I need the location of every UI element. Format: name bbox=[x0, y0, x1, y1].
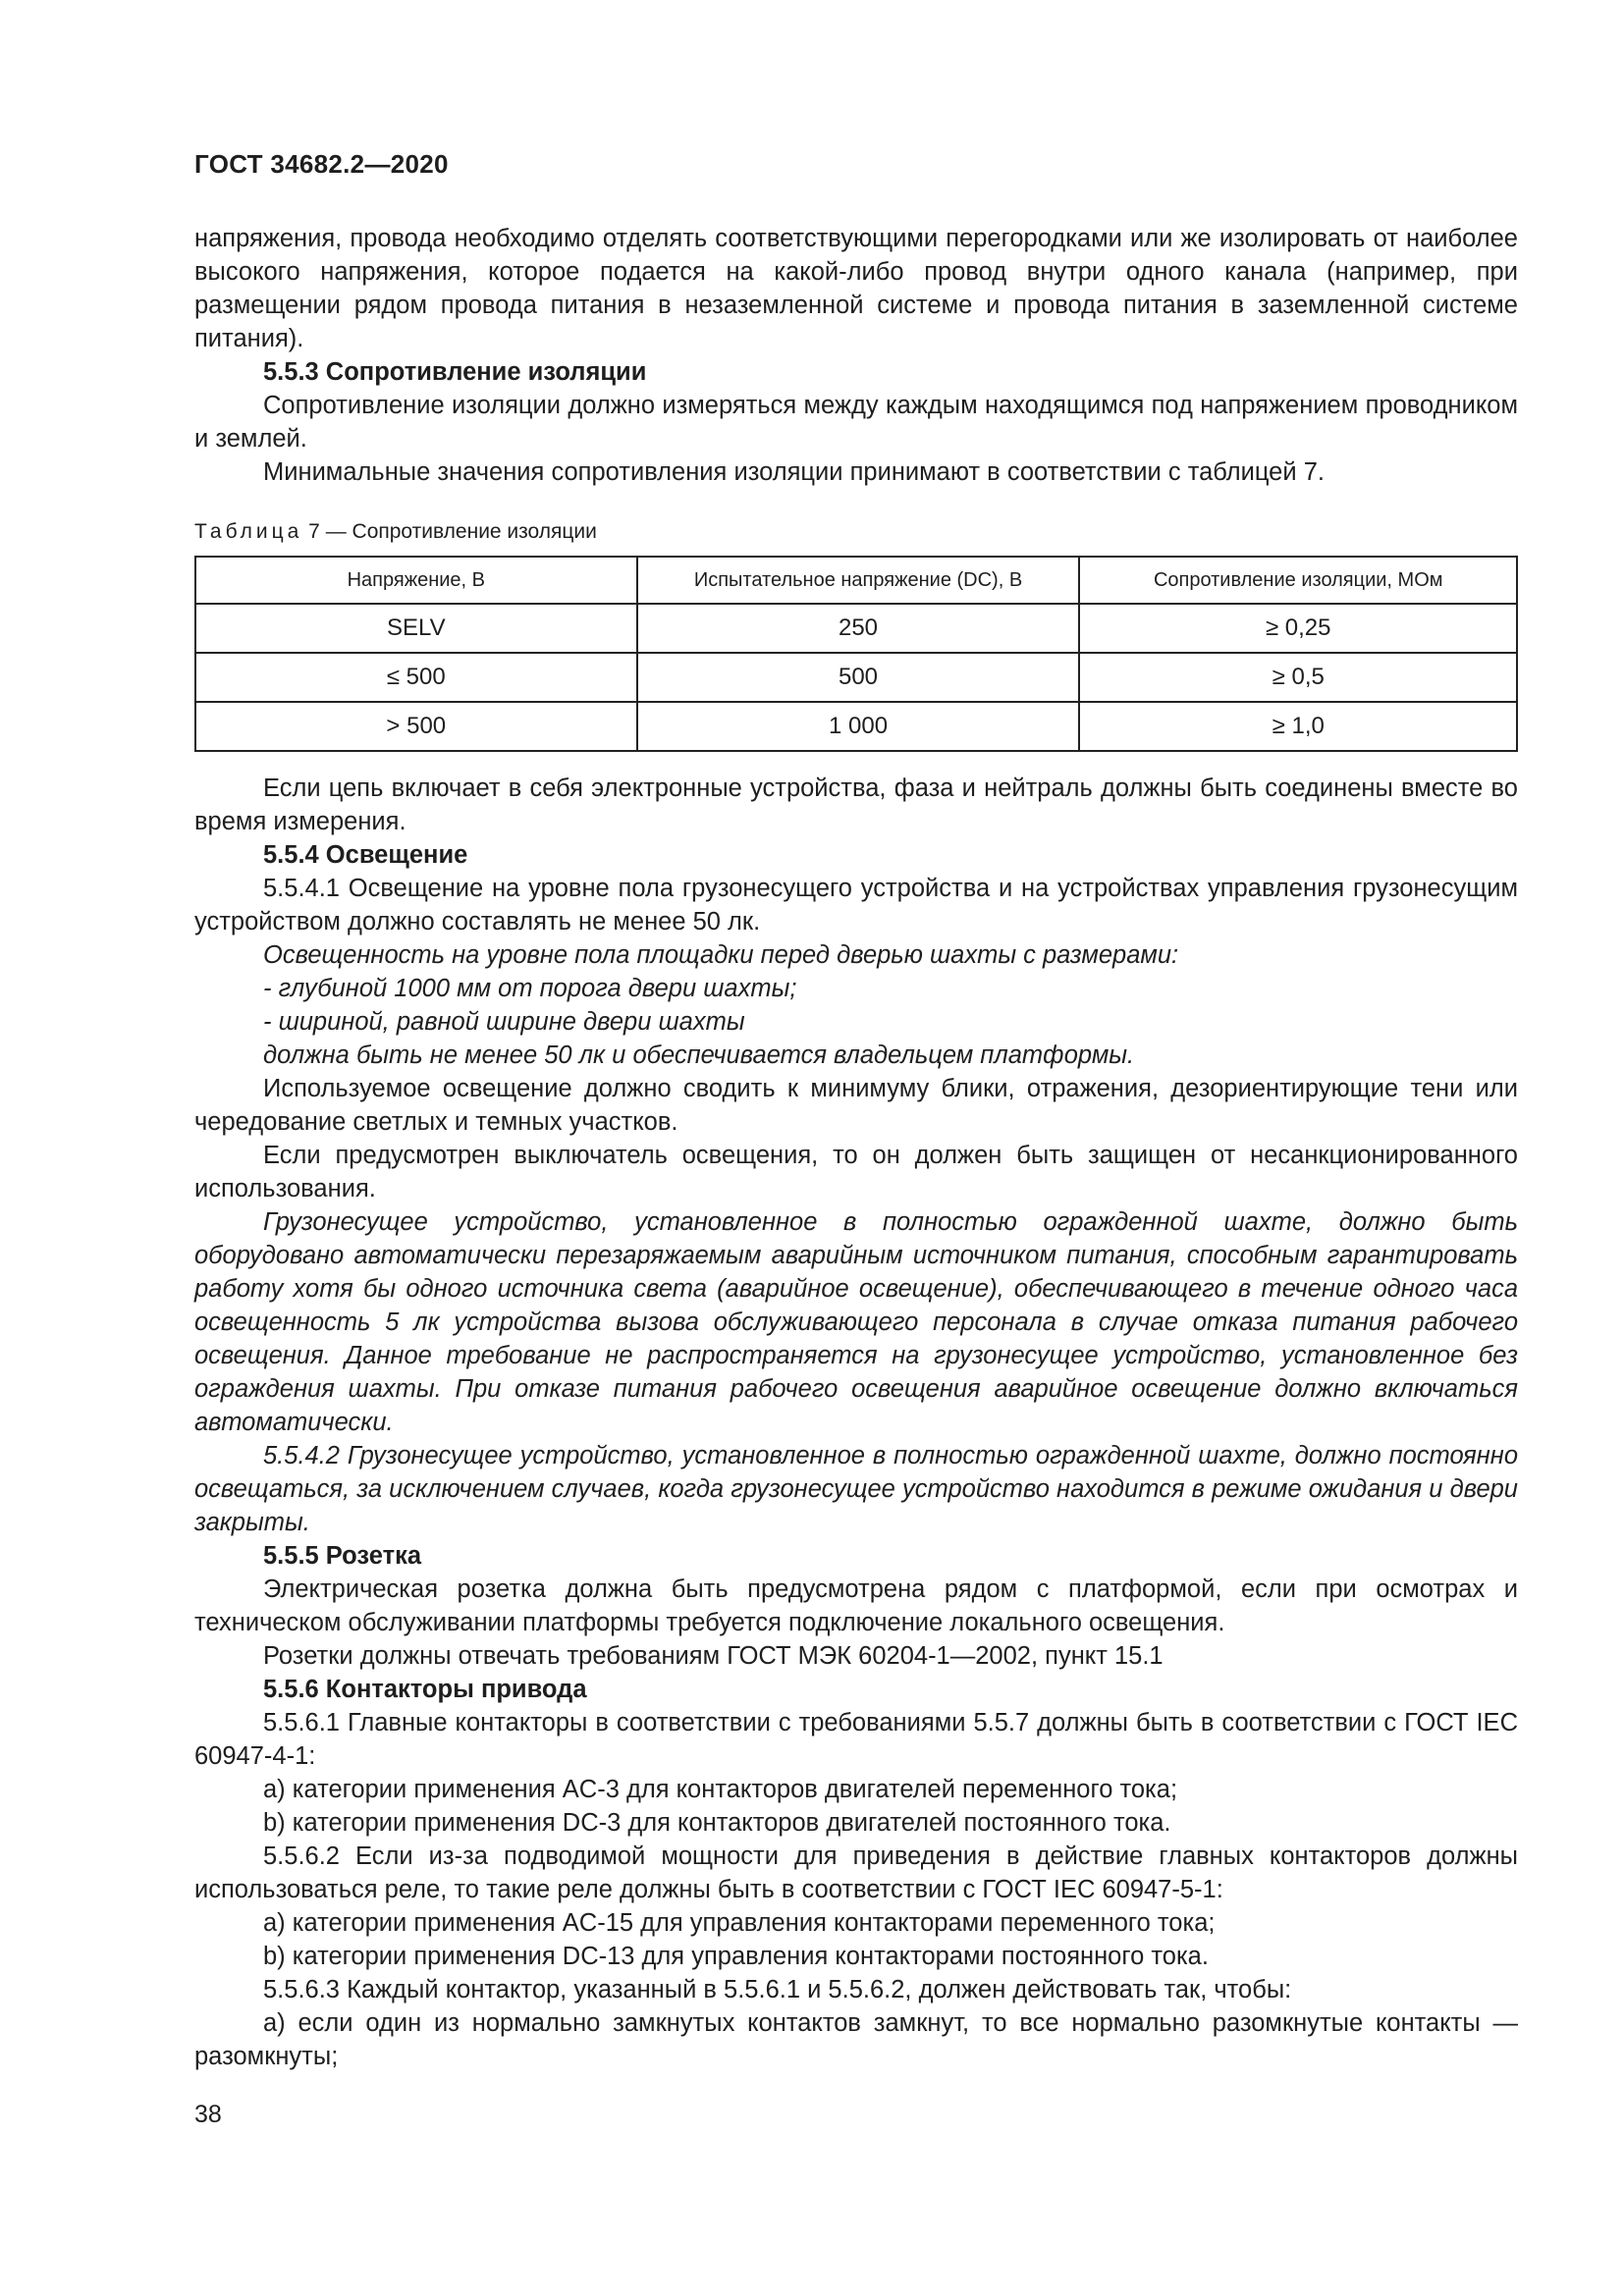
section-heading-5-5-3: 5.5.3 Сопротивление изоляции bbox=[263, 358, 647, 386]
paragraph-socket-standard: Розетки должны отвечать требованиям ГОСТ МЭК 60204-1—2002, пункт 15.1 bbox=[263, 1642, 1164, 1670]
paragraph-circuit-measure: Если цепь включает в себя электронные устройства, фаза и нейтраль должны быть соединены вместе во время измерения. bbox=[194, 774, 1518, 835]
table-cell: ≥ 1,0 bbox=[1079, 702, 1517, 751]
list-item-ac15: a) категории применения AC-15 для управления контакторами переменного тока; bbox=[263, 1909, 1216, 1937]
list-item-dc13: b) категории применения DC-13 для управления контакторами постоянного тока. bbox=[263, 1943, 1209, 1970]
table-header-cell: Испытательное напряжение (DC), В bbox=[637, 557, 1080, 604]
table-caption-word: Таблица bbox=[194, 520, 303, 543]
list-item-ac3: a) категории применения AC-3 для контакторов двигателей переменного тока; bbox=[263, 1776, 1178, 1803]
table-header-cell: Сопротивление изоляции, МОм bbox=[1079, 557, 1517, 604]
table-header-cell: Напряжение, В bbox=[195, 557, 637, 604]
paragraph-5-5-6-3: 5.5.6.3 Каждый контактор, указанный в 5.5.6.1 и 5.5.6.2, должен действовать так, чтобы: bbox=[263, 1976, 1292, 2003]
insulation-resistance-table bbox=[194, 556, 1518, 752]
section-heading-5-5-4: 5.5.4 Освещение bbox=[263, 841, 468, 869]
list-item-dc3: b) категории применения DC-3 для контакторов двигателей постоянного тока. bbox=[263, 1809, 1171, 1837]
table-header-row bbox=[195, 557, 1517, 604]
page-number: 38 bbox=[194, 2101, 222, 2128]
table-cell: 500 bbox=[637, 653, 1080, 702]
paragraph-light-switch: Если предусмотрен выключатель освещения, то он должен быть защищен от несанкционированного использования. bbox=[194, 1142, 1518, 1202]
paragraph-continuation: напряжения, провода необходимо отделять соответствующими перегородками или же изолировать от наиболее высокого напряжения, которое подается на какой-либо провод внутри одного канала (например, при размещении рядом провода питания в незаземленной системе и провода питания в заземленной системе питания). bbox=[194, 225, 1518, 352]
paragraph-glare: Используемое освещение должно сводить к минимуму блики, отражения, дезориентирующие тени или чередование светлых и темных участков. bbox=[194, 1075, 1518, 1136]
list-item-depth: - глубиной 1000 мм от порога двери шахты; bbox=[263, 975, 797, 1002]
table-cell: 250 bbox=[637, 604, 1080, 653]
table-caption-title: 7 — Сопротивление изоляции bbox=[302, 520, 597, 543]
document-body bbox=[194, 222, 1518, 2073]
section-heading-5-5-5: 5.5.5 Розетка bbox=[263, 1542, 422, 1570]
table-cell: ≥ 0,5 bbox=[1079, 653, 1517, 702]
paragraph-landing-illuminance: Освещенность на уровне пола площадки перед дверью шахты с размерами: bbox=[263, 941, 1179, 969]
paragraph-5-5-6-2: 5.5.6.2 Если из-за подводимой мощности для приведения в действие главных контакторов должны использоваться реле, то такие реле должны быть в соответствии с ГОСТ IEC 60947-5-1: bbox=[194, 1842, 1518, 1903]
table-cell: 1 000 bbox=[637, 702, 1080, 751]
list-item-contacts: a) если один из нормально замкнутых контактов замкнут, то все нормально разомкнутые контакты — разомкнуты; bbox=[194, 2009, 1518, 2070]
table-row bbox=[195, 604, 1517, 653]
paragraph-5-5-4-1: 5.5.4.1 Освещение на уровне пола грузонесущего устройства и на устройствах управления грузонесущим устройством должно составлять не менее 50 лк. bbox=[194, 875, 1518, 935]
paragraph-insulation-measure: Сопротивление изоляции должно измеряться между каждым находящимся под напряжением проводником и землей. bbox=[194, 392, 1518, 453]
table-cell: SELV bbox=[195, 604, 637, 653]
paragraph-landing-requirement: должна быть не менее 50 лк и обеспечивается владельцем платформы. bbox=[263, 1041, 1135, 1069]
table-cell: > 500 bbox=[195, 702, 637, 751]
table-row bbox=[195, 702, 1517, 751]
table-row bbox=[195, 653, 1517, 702]
paragraph-5-5-6-1: 5.5.6.1 Главные контакторы в соответствии с требованиями 5.5.7 должны быть в соответствии с ГОСТ IEC 60947-4-1: bbox=[194, 1709, 1518, 1770]
section-heading-5-5-6: 5.5.6 Контакторы привода bbox=[263, 1676, 587, 1703]
table-caption bbox=[194, 518, 1518, 546]
list-item-width: - шириной, равной ширине двери шахты bbox=[263, 1008, 745, 1036]
paragraph-insulation-values: Минимальные значения сопротивления изоляции принимают в соответствии с таблицей 7. bbox=[263, 458, 1325, 486]
paragraph-5-5-4-2: 5.5.4.2 Грузонесущее устройство, установленное в полностью огражденной шахте, должно постоянно освещаться, за исключением случаев, когда грузонесущее устройство находится в режиме ожидания и двери закрыты. bbox=[194, 1442, 1518, 1536]
paragraph-socket: Электрическая розетка должна быть предусмотрена рядом с платформой, если при осмотрах и техническом обслуживании платформы требуется подключение локального освещения. bbox=[194, 1575, 1518, 1636]
paragraph-emergency-lighting: Грузонесущее устройство, установленное в полностью огражденной шахте, должно быть оборудовано автоматически перезаряжаемым аварийным источником питания, способным гарантировать работу хотя бы одного источника света (аварийное освещение), обеспечивающего в течение одного часа освещенность 5 лк устройства вызова обслуживающего персонала в случае отказа питания рабочего освещения. Данное требование не распространяется на грузонесущее устройство, установленное без ограждения шахты. При отказе питания рабочего освещения аварийное освещение должно включаться автоматически. bbox=[194, 1208, 1518, 1436]
document-header: ГОСТ 34682.2—2020 bbox=[194, 149, 449, 179]
table-cell: ≤ 500 bbox=[195, 653, 637, 702]
table-cell: ≥ 0,25 bbox=[1079, 604, 1517, 653]
